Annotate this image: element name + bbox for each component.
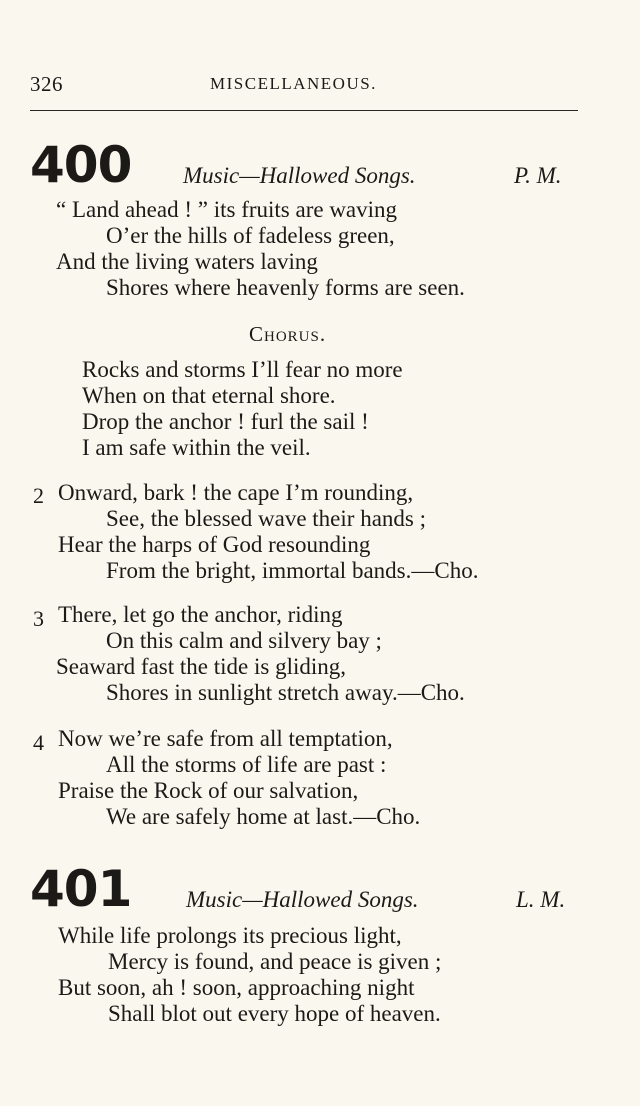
verse-line: While life prolongs its precious light, (58, 923, 402, 948)
tune-source: Music—Hallowed Songs. (186, 887, 419, 912)
verse-line: Shall blot out every hope of heaven. (108, 1001, 441, 1026)
verse-line: On this calm and silvery bay ; (106, 628, 382, 653)
verse-line: But soon, ah ! soon, approaching night (58, 975, 415, 1000)
page-number: 326 (30, 72, 63, 96)
verse-line: O’er the hills of fadeless green, (106, 223, 395, 248)
verse-line: Onward, bark ! the cape I’m rounding, (58, 480, 414, 505)
verse-line: Shores in sunlight stretch away.—Cho. (106, 680, 465, 705)
hymn-number: 400 (30, 136, 132, 194)
stanza-number: 3 (33, 606, 44, 631)
chorus-line: Rocks and storms I’ll fear no more (82, 357, 403, 382)
tune-source: Music—Hallowed Songs. (183, 163, 416, 188)
running-title: MISCELLANEOUS. (210, 74, 377, 93)
hymn-number: 401 (30, 860, 132, 918)
verse-line: Mercy is found, and peace is given ; (108, 949, 442, 974)
verse-line: Now we’re safe from all temptation, (58, 726, 393, 751)
meter: P. M. (514, 163, 562, 188)
verse-line: See, the blessed wave their hands ; (106, 506, 426, 531)
stanza-number: 2 (33, 483, 44, 508)
chorus-line: Drop the anchor ! furl the sail ! (82, 409, 369, 434)
verse-line: All the storms of life are past : (106, 752, 387, 777)
stanza-number: 4 (33, 730, 44, 755)
verse-line: From the bright, immortal bands.—Cho. (106, 558, 479, 583)
verse-line: We are safely home at last.—Cho. (106, 804, 421, 829)
verse-line: Shores where heavenly forms are seen. (106, 275, 465, 300)
chorus-line: I am safe within the veil. (82, 435, 311, 460)
header-rule (30, 110, 578, 111)
verse-line: There, let go the anchor, riding (58, 602, 343, 627)
chorus-heading: Chorus. (249, 322, 327, 346)
meter: L. M. (516, 887, 566, 912)
verse-line: “ Land ahead ! ” its fruits are waving (56, 197, 398, 222)
verse-line: Hear the harps of God resounding (58, 532, 371, 557)
verse-line: Seaward fast the tide is gliding, (56, 654, 346, 679)
verse-line: And the living waters laving (56, 249, 318, 274)
verse-line: Praise the Rock of our salvation, (58, 778, 359, 803)
chorus-line: When on that eternal shore. (82, 383, 336, 408)
